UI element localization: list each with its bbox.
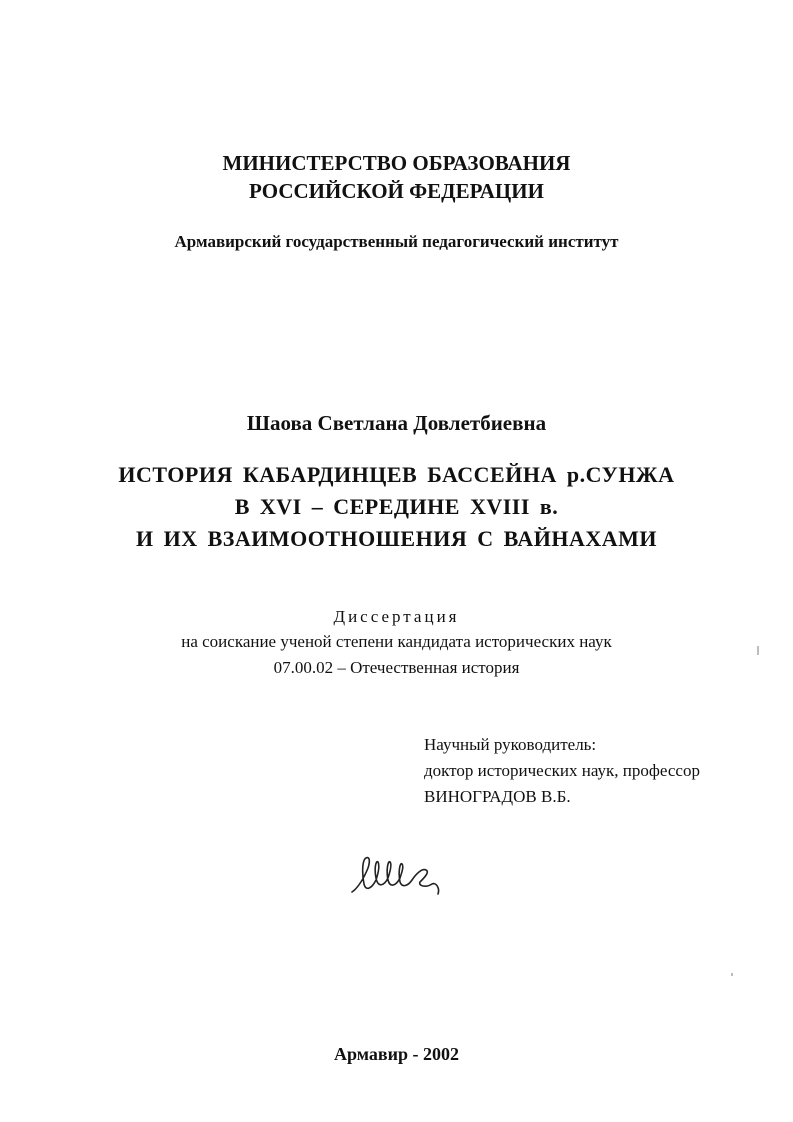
title-line-2: В XVI – СЕРЕДИНЕ XVIII в.: [234, 494, 559, 519]
supervisor-rank: доктор исторических наук, профессор: [424, 761, 700, 780]
title-line-1: ИСТОРИЯ КАБАРДИНЦЕВ БАССЕЙНА р.СУНЖА: [118, 462, 675, 487]
scan-mark: [731, 973, 733, 976]
supervisor-heading: Научный руководитель:: [424, 735, 597, 754]
author-name: Шаова Светлана Довлетбиевна: [246, 411, 547, 435]
institute-name: Армавирский государственный педагогический институт: [174, 232, 619, 251]
scan-mark: [757, 646, 759, 655]
ministry-line-1: МИНИСТЕРСТВО ОБРАЗОВАНИЯ: [222, 151, 571, 175]
ministry-line-2: РОССИЙСКОЙ ФЕДЕРАЦИИ: [249, 179, 544, 203]
title-line-3: И ИХ ВЗАИМООТНОШЕНИЯ С ВАЙНАХАМИ: [135, 526, 658, 551]
specialty-line: 07.00.02 – Отечественная история: [273, 658, 520, 677]
degree-line: на соискание ученой степени кандидата исторических наук: [181, 632, 612, 651]
dissertation-label: Диссертация: [333, 607, 460, 626]
city-year: Армавир - 2002: [334, 1044, 459, 1064]
supervisor-name: ВИНОГРАДОВ В.Б.: [424, 787, 571, 806]
handwritten-signature: [348, 848, 458, 900]
